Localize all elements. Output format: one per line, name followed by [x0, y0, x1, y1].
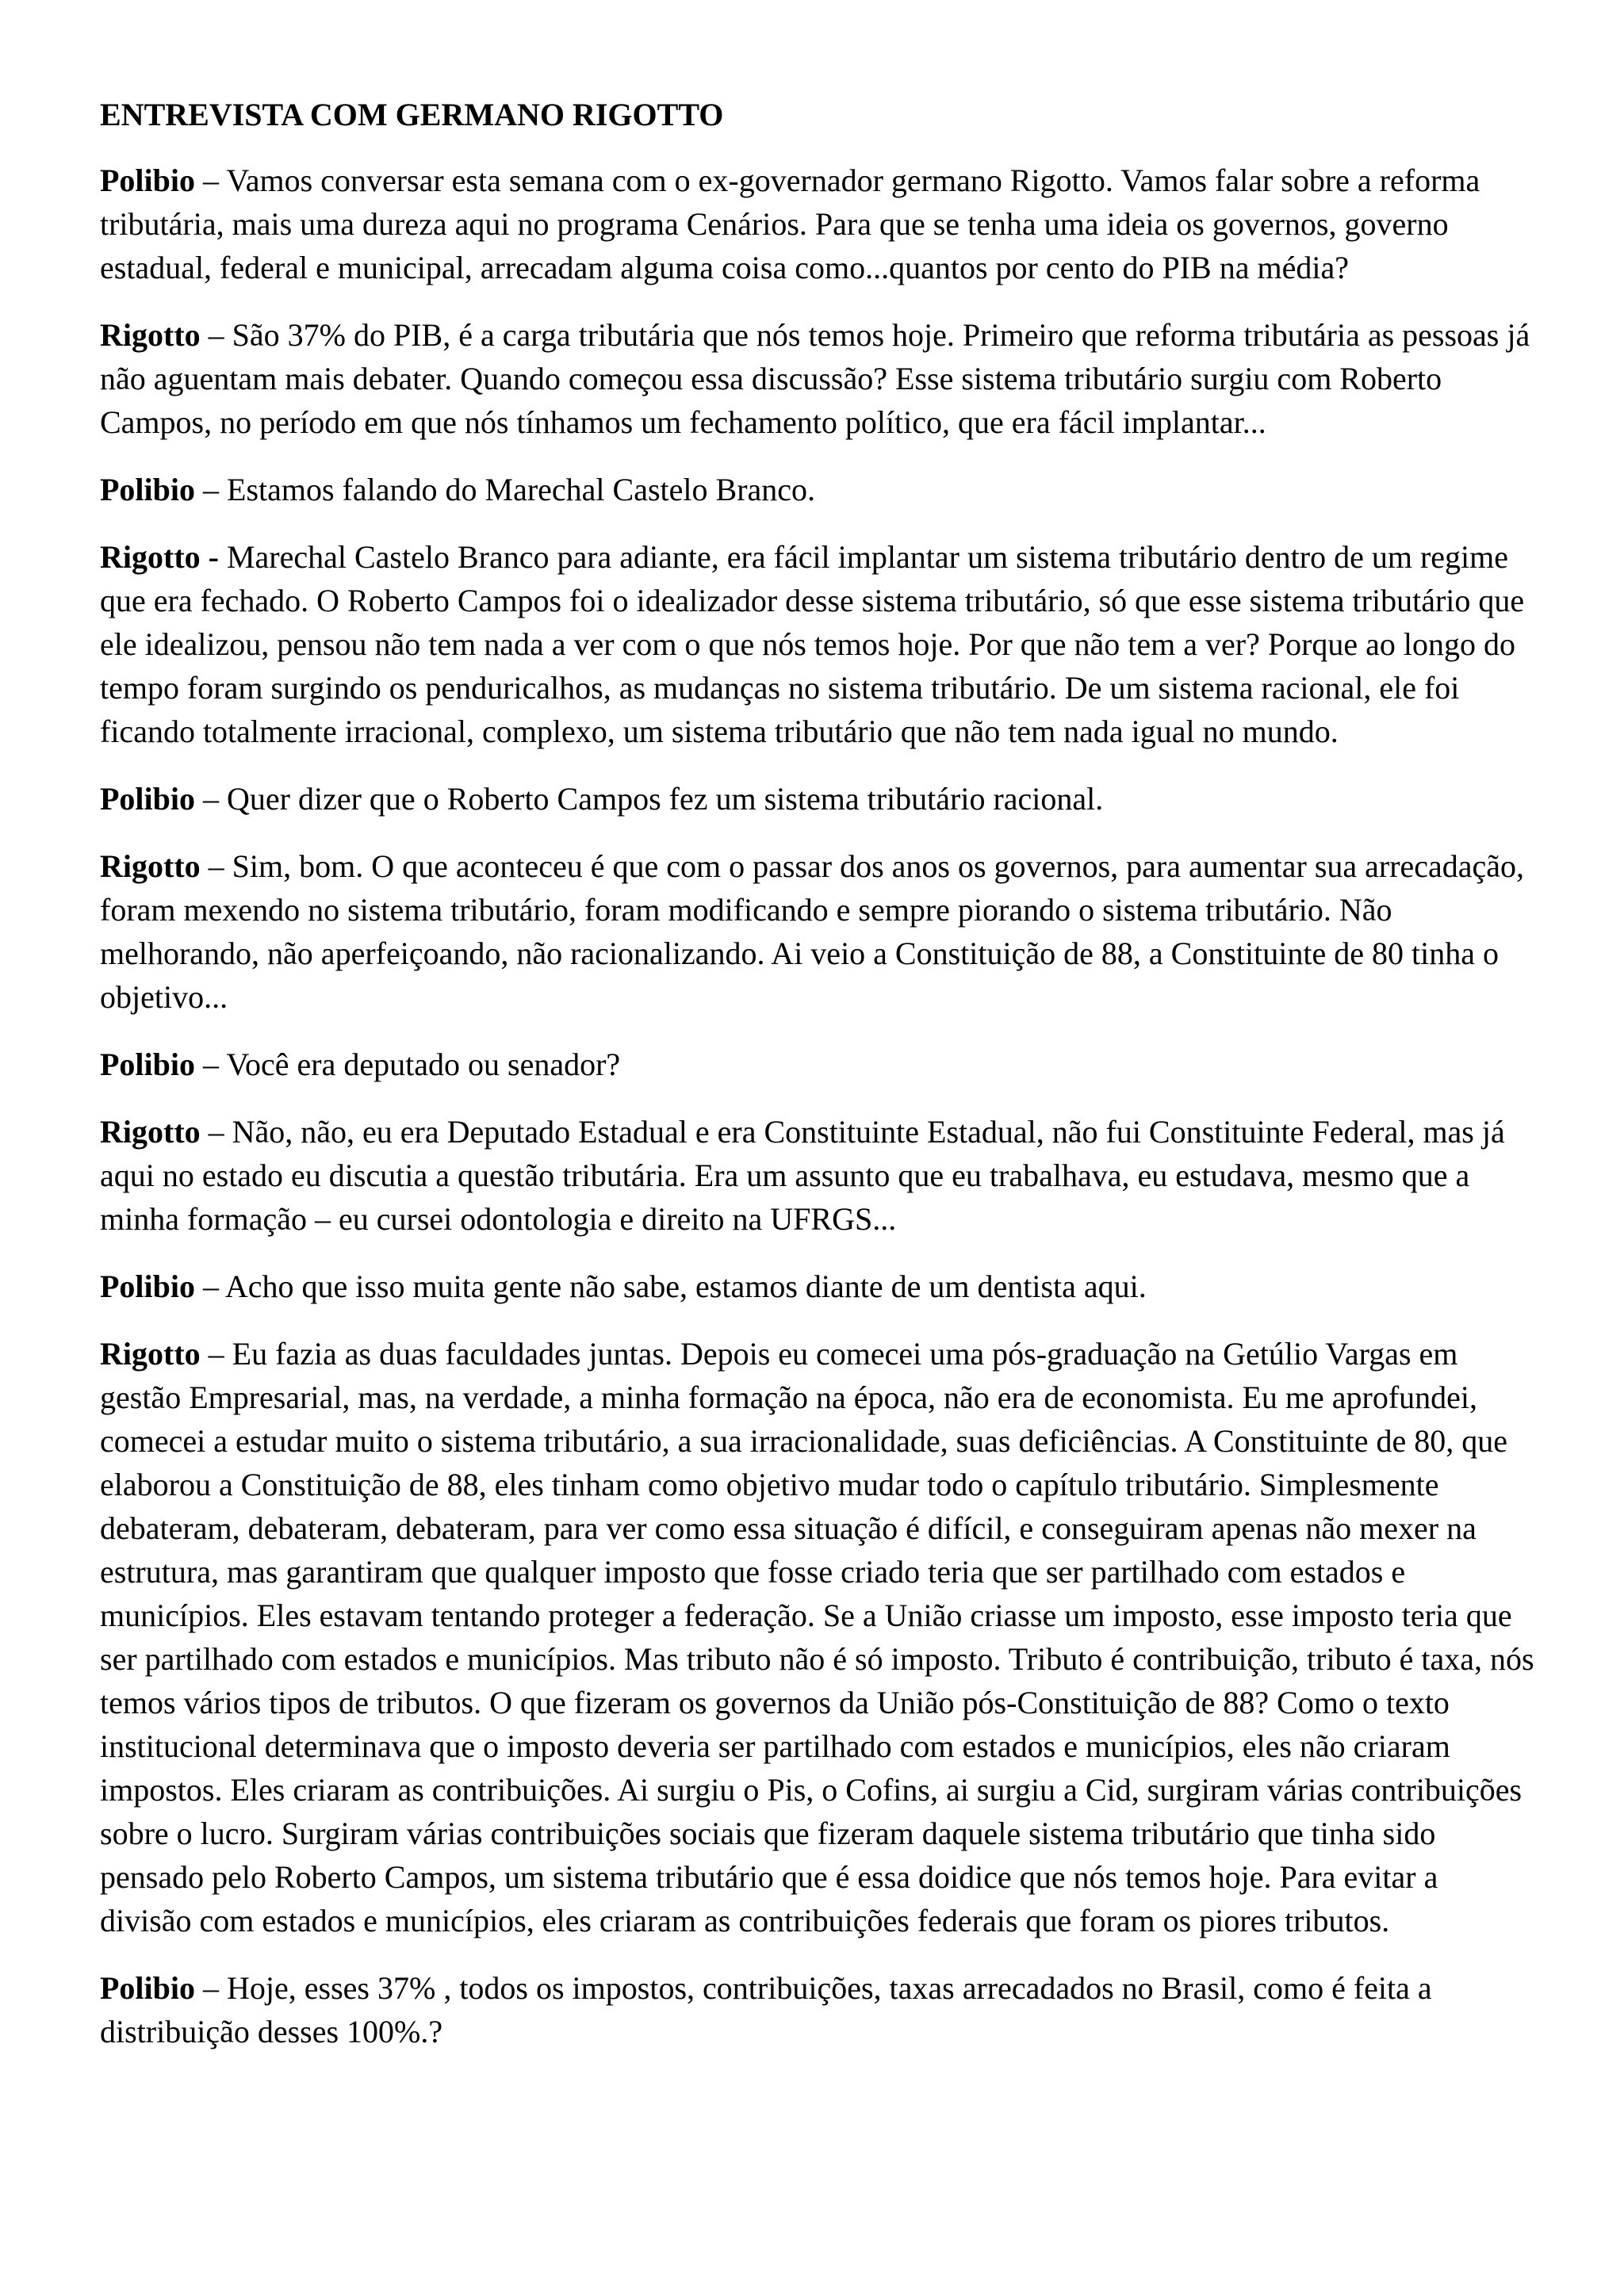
- interview-turn: [100, 844, 1535, 1019]
- turn-text: Estamos falando do Marechal Castelo Branco.: [227, 472, 816, 507]
- interview-turn: [100, 1966, 1535, 2053]
- interview-turn: [100, 468, 1535, 511]
- interview-turn: [100, 535, 1535, 753]
- turn-text: Sim, bom. O que aconteceu é que com o passar dos anos os governos, para aumentar sua arrecadação, foram mexendo no sistema tributário, foram modificando e sempre piorando o sistema tributário. Não melhorando, não aperfeiçoando, não racionalizando. Ai veio a Constituição de 88, a Constituinte de 80 tinha o objetivo...: [100, 848, 1525, 1015]
- turn-separator: –: [200, 1114, 232, 1150]
- turn-separator: –: [200, 848, 232, 884]
- turn-text: Vamos conversar esta semana com o ex-governador germano Rigotto. Vamos falar sobre a reforma tributária, mais uma dureza aqui no programa Cenários. Para que se tenha uma ideia os governos, governo estadual, federal e municipal, arrecadam alguma coisa como...quantos por cento do PIB na média?: [100, 163, 1480, 285]
- interview-turn: [100, 1332, 1535, 1942]
- turn-separator: –: [195, 1970, 228, 2006]
- speaker-name: Rigotto: [100, 317, 201, 353]
- interview-turn: [100, 1265, 1535, 1308]
- document-page: [100, 94, 1535, 2077]
- turn-text: Hoje, esses 37% , todos os impostos, contribuições, taxas arrecadados no Brasil, como é feita a distribuição desses 100%.?: [100, 1970, 1432, 2049]
- interview-turn: [100, 777, 1535, 821]
- speaker-name: Rigotto -: [100, 539, 219, 575]
- turn-separator: –: [195, 1047, 227, 1082]
- speaker-name: Polibio: [100, 472, 196, 507]
- turn-text: São 37% do PIB, é a carga tributária que nós temos hoje. Primeiro que reforma tributária as pessoas já não aguentam mais debater. Quando começou essa discussão? Esse sistema tributário surgiu com Roberto Campos, no período em que nós tínhamos um fechamento político, que era fácil implantar...: [100, 317, 1530, 440]
- document-title: ENTREVISTA COM GERMANO RIGOTTO: [100, 97, 724, 132]
- turn-separator: –: [195, 472, 228, 507]
- speaker-name: Polibio: [100, 1970, 196, 2006]
- speaker-name: Rigotto: [100, 1114, 201, 1150]
- turn-text: Quer dizer que o Roberto Campos fez um sistema tributário racional.: [227, 781, 1104, 817]
- turn-text: Acho que isso muita gente não sabe, estamos diante de um dentista aqui.: [224, 1269, 1147, 1304]
- speaker-name: Polibio: [100, 1047, 196, 1082]
- turn-separator: –: [200, 1336, 232, 1372]
- turn-separator: –: [195, 163, 227, 198]
- turn-separator: –: [195, 1269, 225, 1304]
- interview-turn: [100, 313, 1535, 444]
- interview-turn: [100, 1043, 1535, 1086]
- speaker-name: Polibio: [100, 1269, 196, 1304]
- speaker-name: Polibio: [100, 163, 196, 198]
- speaker-name: Rigotto: [100, 848, 201, 884]
- turn-text: Você era deputado ou senador?: [226, 1047, 621, 1082]
- turn-text: Eu fazia as duas faculdades juntas. Depois eu comecei uma pós-graduação na Getúlio Vargas em gestão Empresarial, mas, na verdade, a minha formação na época, não era de economista. Eu me aprofundei, comecei a estudar muito o sistema tributário, a sua irracionalidade, suas deficiências. A Constituinte de 80, que elaborou a Constituição de 88, eles tinham como objetivo mudar todo o capítulo tributário. Simplesmente debateram, debateram, debateram, para ver como essa situação é difícil, e conseguiram apenas não mexer na estrutura, mas garantiram que qualquer imposto que fosse criado teria que ser partilhado com estados e municípios. Eles estavam tentando proteger a federação. Se a União criasse um imposto, esse imposto teria que ser partilhado com estados e municípios. Mas tributo não é só imposto. Tributo é contribuição, tributo é taxa, nós temos vários tipos de tributos. O que fizeram os governos da União pós-Constituição de 88? Como o texto institucional determinava que o imposto deveria ser partilhado com estados e municípios, eles não criaram impostos. Eles criaram as contribuições. Ai surgiu o Pis, o Cofins, ai surgiu a Cid, surgiram várias contribuições sobre o lucro. Surgiram várias contribuições sociais que fizeram daquele sistema tributário que tinha sido pensado pelo Roberto Campos, um sistema tributário que é essa doidice que nós temos hoje. Para evitar a divisão com estados e municípios, eles criaram as contribuições federais que foram os piores tributos.: [100, 1336, 1534, 1938]
- turn-separator: –: [200, 317, 232, 353]
- interview-turn: [100, 159, 1535, 289]
- turn-separator: [219, 539, 227, 575]
- turn-separator: –: [195, 781, 228, 817]
- turn-text: Marechal Castelo Branco para adiante, era fácil implantar um sistema tributário dentro de um regime que era fechado. O Roberto Campos foi o idealizador desse sistema tributário, só que esse sistema tributário que ele idealizou, pensou não tem nada a ver com o que nós temos hoje. Por que não tem a ver? Porque ao longo do tempo foram surgindo os penduricalhos, as mudanças no sistema tributário. De um sistema racional, ele foi ficando totalmente irracional, complexo, um sistema tributário que não tem nada igual no mundo.: [100, 539, 1525, 749]
- speaker-name: Polibio: [100, 781, 196, 817]
- speaker-name: Rigotto: [100, 1336, 201, 1372]
- turn-text: Não, não, eu era Deputado Estadual e era Constituinte Estadual, não fui Constituinte Federal, mas já aqui no estado eu discutia a questão tributária. Era um assunto que eu trabalhava, eu estudava, mesmo que a minha formação – eu cursei odontologia e direito na UFRGS...: [100, 1114, 1505, 1237]
- interview-turn: [100, 1110, 1535, 1241]
